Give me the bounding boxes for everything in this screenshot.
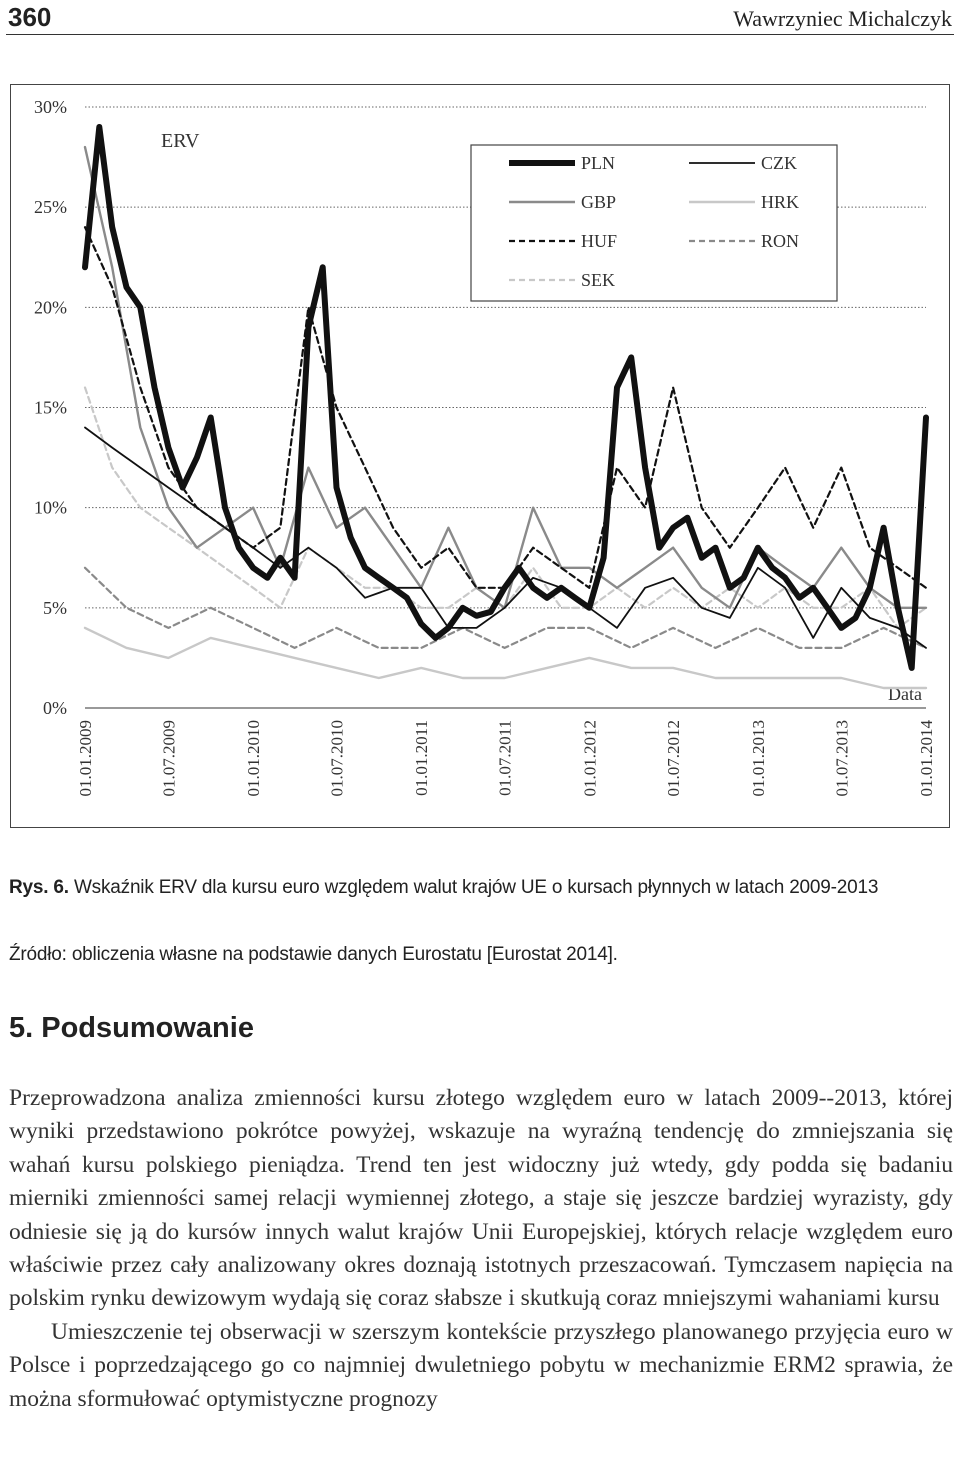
x-tick-label: 01.01.2012 <box>580 720 600 797</box>
y-tick-label: 10% <box>34 497 67 518</box>
legend-label-ron: RON <box>761 231 800 251</box>
section-heading: 5. Podsumowanie <box>9 1012 254 1044</box>
legend-label-huf: HUF <box>581 231 618 251</box>
x-tick-label: 01.01.2009 <box>76 720 95 797</box>
body-text <box>9 1082 953 1416</box>
x-tick-label: 01.07.2012 <box>664 720 684 797</box>
x-axis-title: Data <box>888 684 922 704</box>
legend-label-czk: CZK <box>761 153 797 173</box>
erv-chart <box>11 85 951 829</box>
x-tick-label: 01.01.2014 <box>917 720 936 797</box>
page-header <box>6 0 954 35</box>
y-tick-label: 20% <box>34 297 67 318</box>
legend-label-hrk: HRK <box>761 192 800 212</box>
figure-label: Rys. 6. <box>9 877 69 898</box>
y-tick-label: 30% <box>34 97 67 117</box>
legend-label-gbp: GBP <box>581 192 617 212</box>
legend-label-sek: SEK <box>581 270 616 290</box>
x-tick-label: 01.01.2011 <box>412 720 432 796</box>
x-tick-label: 01.01.2010 <box>244 720 264 797</box>
x-tick-label: 01.07.2013 <box>832 720 852 797</box>
x-tick-label: 01.01.2013 <box>748 720 768 797</box>
author-name: Wawrzyniec Michalczyk <box>733 6 952 31</box>
x-tick-label: 01.07.2010 <box>327 720 347 797</box>
x-tick-label: 01.07.2011 <box>495 720 515 796</box>
y-tick-label: 25% <box>34 197 67 218</box>
page-number: 360 <box>8 2 52 32</box>
paragraph-2: Umieszczenie tej obserwacji w szerszym kontekście przyszłego planowanego przyjęcia euro w Polsce i poprzedzającego go co najmniej dwuletniego pobytu w mechanizmie ERM2 sprawia, że można sformułować optymistyczne prognozy <box>9 1318 953 1412</box>
y-tick-label: 15% <box>34 397 67 418</box>
erv-chart-frame <box>10 84 950 828</box>
legend-label-pln: PLN <box>581 153 616 173</box>
y-tick-label: 0% <box>43 698 67 718</box>
figure-source: Źródło: obliczenia własne na podstawie danych Eurostatu [Eurostat 2014]. <box>9 944 618 965</box>
series-line-hrk <box>85 628 926 688</box>
figure-caption <box>9 874 909 902</box>
y-tick-label: 5% <box>43 597 67 618</box>
figure-caption-text: Wskaźnik ERV dla kursu euro względem walut krajów UE o kursach płynnych w latach 2009-2013 <box>68 877 879 898</box>
chart-title: ERV <box>161 130 200 152</box>
paragraph-1: Przeprowadzona analiza zmienności kursu złotego względem euro w latach 2009--2013, której wyniki przedstawiono pokrótce powyżej, wskazuje na wyraźną tendencję do zmniejszania się wahań kursu polskiego pieniądza. Trend ten jest widoczny już wtedy, gdy podda się badaniu mierniki zmienności samej relacji wymiennej złotego, a staje się jeszcze bardziej wyrazisty, gdy odniesie się ją do kursów innych walut krajów Unii Europejskiej, których relacje względem euro właściwie przez cały analizowany okres doznają istotnych przeszacowań. Tymczasem napięcia na polskim rynku dewizowym wydają się coraz słabsze i skutkują coraz mniejszymi wahaniami kursu <box>9 1085 953 1312</box>
x-tick-label: 01.07.2009 <box>159 720 179 797</box>
